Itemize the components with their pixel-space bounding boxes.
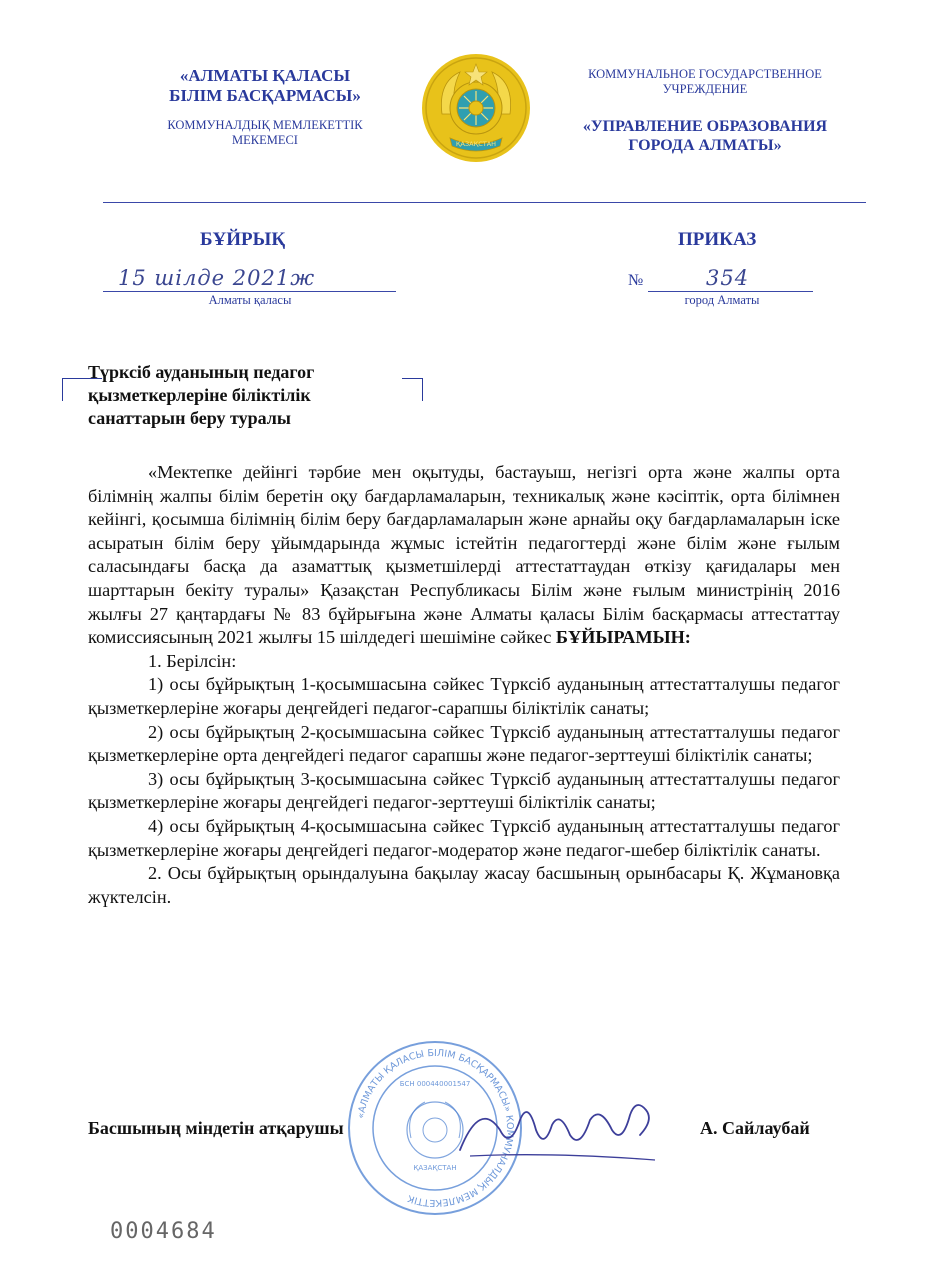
item1-sub1: 1) осы бұйрықтың 1-қосымшасына сәйкес Түрксіб ауданының аттестатталушы педагог қызметкерлеріне жоғары деңгейдегі педагог-сарапшы біліктілік санаты; xyxy=(88,674,840,718)
subject-bracket-left xyxy=(62,378,85,401)
org-type-kz-line2: МЕКЕМЕСІ xyxy=(232,133,298,147)
org-type-ru-line1: КОММУНАЛЬНОЕ ГОСУДАРСТВЕННОЕ xyxy=(588,67,822,81)
decree-word: БҰЙЫРАМЫН: xyxy=(555,627,691,648)
emblem-label: ҚАЗАҚСТАН xyxy=(455,140,497,148)
subject-line1: Түрксіб ауданының педагог xyxy=(88,362,315,382)
serial-number: 0004684 xyxy=(110,1219,217,1244)
org-type-ru xyxy=(555,67,855,97)
subject-bracket-right xyxy=(402,378,423,401)
stamp-bin: БСН 000440001547 xyxy=(399,1080,471,1088)
item2: 2. Осы бұйрықтың орындалуына бақылау жасау басшының орынбасары Қ. Жұмановқа жүктелсін. xyxy=(88,863,840,907)
item1-sub2: 2) осы бұйрықтың 2-қосымшасына сәйкес Түрксіб ауданының аттестатталушы педагог қызметкерлеріне орта деңгейдегі педагог сарапшы және педагог-зерттеуші біліктілік санаты; xyxy=(88,721,840,766)
order-body xyxy=(88,461,840,909)
handwritten-signature xyxy=(440,1090,670,1170)
org-name-ru-line1: «УПРАВЛЕНИЕ ОБРАЗОВАНИЯ xyxy=(582,118,828,135)
org-type-ru-line2: УЧРЕЖДЕНИЕ xyxy=(662,82,748,96)
item1-sub3: 3) осы бұйрықтың 3-қосымшасына сәйкес Түрксіб ауданының аттестатталушы педагог қызметкерлеріне жоғары деңгейдегі педагог-зерттеуші біліктілік санаты; xyxy=(88,768,840,813)
order-subject xyxy=(88,361,388,430)
place-ru: город Алматы xyxy=(684,293,760,307)
header-divider xyxy=(103,202,866,203)
preamble-text: «Мектепке дейінгі тәрбие мен оқытуды, бастауыш, негізгі орта және жалпы орта білімнің жалпы білім беретін оқу бағдарламаларын, техникалық және кәсіптік, орта білімнен кейінгі, қосымша білімнің білім беру бағдарламаларын және арнайы оқу бағдарламаларын іске асыратын білім беру ұйымдарында жұмыс істейтін педагогтерді және білім және ғылым саласындағы басқа да азаматтық қызметшілерді аттестаттаудан өткізу қағидалары мен шарттарын бекіту туралы» Қазақстан Республикасы Білім және ғылым министрінің 2016 жылғы 27 қаңтардағы № 83 бұйрығына және Алматы қаласы Білім басқармасы аттестаттау комиссиясының 2021 жылғы 15 шілдедегі шешіміне сәйкес xyxy=(88,462,840,648)
doc-type-ru: ПРИКАЗ xyxy=(678,229,757,250)
org-type-kz xyxy=(140,118,390,148)
handwritten-date: 15 шілде 2021ж xyxy=(118,266,316,290)
org-name-ru xyxy=(555,117,855,155)
date-underline xyxy=(103,291,396,292)
subject-line3: санаттарын беру туралы xyxy=(88,408,291,428)
org-name-kz xyxy=(150,66,380,106)
preamble-paragraph xyxy=(88,461,840,650)
handwritten-number: 354 xyxy=(706,266,750,290)
place-kz: Алматы қаласы xyxy=(208,293,292,307)
stamp-ring-text: «АЛМАТЫ ҚАЛАСЫ БІЛІМ БАСҚАРМАСЫ» КОММУНАЛДЫҚ МЕМЛЕКЕТТІК xyxy=(355,1047,516,1209)
signature-scribble-icon xyxy=(440,1090,670,1170)
doc-type-kz: БҰЙРЫҚ xyxy=(200,229,286,250)
state-emblem xyxy=(420,52,532,164)
number-sign: № xyxy=(628,272,644,289)
item1-sub4: 4) осы бұйрықтың 4-қосымшасына сәйкес Түрксіб ауданының аттестатталушы педагог қызметкерлеріне жоғары деңгейдегі педагог-модератор және педагог-шебер біліктілік санаты. xyxy=(88,815,840,860)
number-underline xyxy=(648,291,813,292)
org-name-kz-line1: «АЛМАТЫ ҚАЛАСЫ xyxy=(179,66,351,85)
org-name-kz-line2: БІЛІМ БАСҚАРМАСЫ» xyxy=(169,86,361,105)
state-emblem-icon xyxy=(420,52,532,164)
item1-title: 1. Берілсін: xyxy=(148,650,237,671)
signatory-position: Басшының міндетін атқарушы xyxy=(88,1118,344,1138)
org-type-kz-line1: КОММУНАЛДЫҚ МЕМЛЕКЕТТІК xyxy=(167,118,363,132)
signatory-name: А. Сайлаубай xyxy=(700,1118,810,1138)
stamp-center-text: ҚАЗАҚСТАН xyxy=(413,1164,457,1172)
subject-line2: қызметкерлеріне біліктілік xyxy=(88,385,311,405)
org-name-ru-line2: ГОРОДА АЛМАТЫ» xyxy=(628,137,782,154)
